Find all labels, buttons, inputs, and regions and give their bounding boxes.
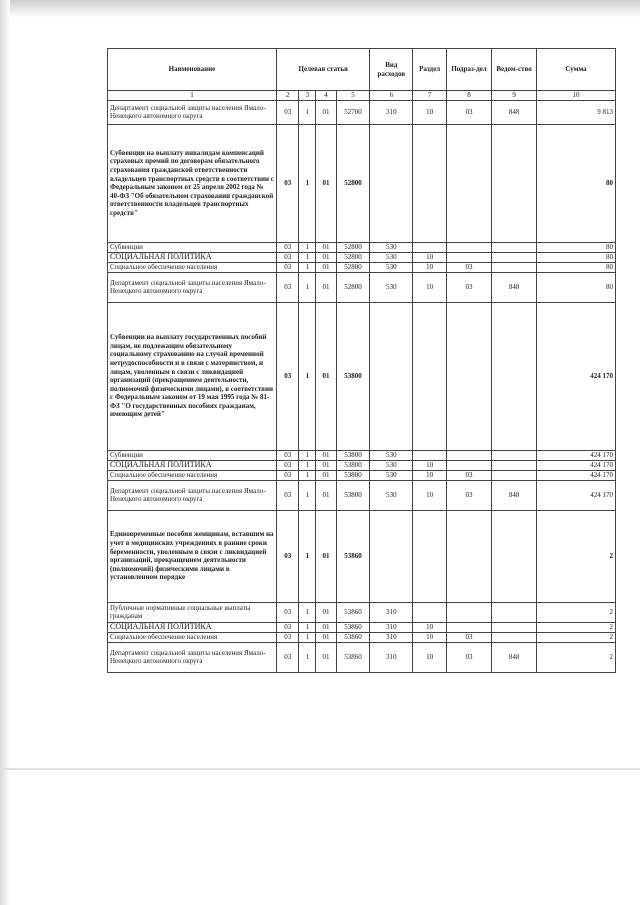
code-part-3: 01 — [316, 642, 336, 672]
code-part-2: 1 — [299, 480, 316, 510]
code-part-4: 53860 — [336, 510, 370, 602]
code-part-2: 1 — [299, 622, 316, 632]
department-cell — [492, 602, 537, 622]
expense-type-cell: 530 — [370, 262, 413, 272]
section-cell — [413, 242, 447, 252]
code-part-2: 1 — [299, 272, 316, 302]
department-cell — [492, 302, 537, 450]
scan-top-edge — [0, 0, 640, 18]
row-name: Департамент социальной защиты населения Ямало-Ненецкого автономного округа — [108, 642, 277, 672]
header-department: Ведом-ство — [492, 49, 537, 91]
code-part-4: 52800 — [336, 242, 370, 252]
column-number: 5 — [336, 91, 370, 101]
expense-type-cell: 530 — [370, 252, 413, 262]
department-cell — [492, 450, 537, 460]
code-part-3: 01 — [316, 302, 336, 450]
code-part-3: 01 — [316, 272, 336, 302]
code-part-1: 03 — [276, 302, 299, 450]
subsection-cell — [447, 460, 492, 470]
department-cell: 848 — [492, 272, 537, 302]
expense-type-cell — [370, 302, 413, 450]
row-name: Субвенции на выплату государственных пособий лицам, не подлежащим обязательному социальному страхованию на случай временной нетрудоспособности и в связи с материнством, и лицам, уволенным в связи с ликвидацией организаций (прекращением деятельности, полномочий физическими лицами), в соответствии с Федеральным законом от 19 мая 1995 года № 81-ФЗ "О государственных пособиях гражданам, имеющим детей" — [108, 302, 277, 450]
header-sum: Сумма — [537, 49, 616, 91]
subsection-cell: 03 — [447, 480, 492, 510]
row-name: СОЦИАЛЬНАЯ ПОЛИТИКА — [108, 252, 277, 262]
section-cell — [413, 124, 447, 242]
expense-type-cell: 310 — [370, 632, 413, 642]
row-name: Субвенции на выплату инвалидам компенсаций страховых премий по договорам обязательного страхования гражданской ответственности владельцев транспортных средств в соответствии с Федеральным законом от 25 апреля 2002 года № 40-ФЗ "Об обязательном страховании гражданской ответственности владельцев транспортных средств" — [108, 124, 277, 242]
subsection-cell: 03 — [447, 262, 492, 272]
column-number: 9 — [492, 91, 537, 101]
code-part-3: 01 — [316, 252, 336, 262]
sum-cell: 80 — [537, 262, 616, 272]
expense-type-cell: 530 — [370, 450, 413, 460]
code-part-2: 1 — [299, 642, 316, 672]
header-section: Раздел — [413, 49, 447, 91]
expense-type-cell: 310 — [370, 642, 413, 672]
department-cell: 848 — [492, 642, 537, 672]
subsection-cell — [447, 450, 492, 460]
code-part-4: 53800 — [336, 470, 370, 480]
header-name: Наименование — [108, 49, 277, 91]
row-name: Субвенции — [108, 242, 277, 252]
section-cell — [413, 450, 447, 460]
section-cell — [413, 602, 447, 622]
code-part-1: 03 — [276, 460, 299, 470]
sum-cell: 424 170 — [537, 460, 616, 470]
table-body — [108, 100, 616, 672]
subsection-cell: 03 — [447, 272, 492, 302]
column-number: 6 — [370, 91, 413, 101]
code-part-1: 03 — [276, 642, 299, 672]
column-number: 10 — [537, 91, 616, 101]
table-row — [108, 100, 616, 124]
department-cell — [492, 470, 537, 480]
code-part-1: 03 — [276, 602, 299, 622]
table-row — [108, 622, 616, 632]
code-part-2: 1 — [299, 252, 316, 262]
table-row — [108, 480, 616, 510]
row-name: Публичные нормативные социальные выплаты гражданам — [108, 602, 277, 622]
sum-cell: 2 — [537, 642, 616, 672]
department-cell — [492, 632, 537, 642]
sum-cell: 80 — [537, 272, 616, 302]
column-number: 8 — [447, 91, 492, 101]
row-name: Социальное обеспечение населения — [108, 262, 277, 272]
department-cell — [492, 622, 537, 632]
expense-type-cell: 530 — [370, 272, 413, 302]
table-row — [108, 252, 616, 262]
table-row — [108, 510, 616, 602]
subsection-cell: 03 — [447, 100, 492, 124]
section-cell — [413, 510, 447, 602]
expense-type-cell: 530 — [370, 242, 413, 252]
code-part-1: 03 — [276, 242, 299, 252]
code-part-3: 01 — [316, 602, 336, 622]
code-part-1: 03 — [276, 450, 299, 460]
table-row — [108, 450, 616, 460]
table-row — [108, 262, 616, 272]
row-name: Департамент социальной защиты населения Ямало-Ненецкого автономного округа — [108, 480, 277, 510]
code-part-2: 1 — [299, 302, 316, 450]
code-part-2: 1 — [299, 602, 316, 622]
code-part-1: 03 — [276, 632, 299, 642]
table-row — [108, 470, 616, 480]
department-cell — [492, 510, 537, 602]
row-name: Социальное обеспечение населения — [108, 632, 277, 642]
table-row — [108, 642, 616, 672]
sum-cell: 424 170 — [537, 480, 616, 510]
code-part-1: 03 — [276, 124, 299, 242]
subsection-cell: 03 — [447, 632, 492, 642]
row-name: СОЦИАЛЬНАЯ ПОЛИТИКА — [108, 460, 277, 470]
column-number: 2 — [276, 91, 299, 101]
sum-cell: 424 170 — [537, 470, 616, 480]
row-name: Единовременные пособия женщинам, вставшим на учет в медицинских учреждениях в ранние сроки беременности, уволенным в связи с ликвидацией организаций, прекращением деятельности (полномочий) физическими лицами в установленном порядке — [108, 510, 277, 602]
row-name: Социальное обеспечение населения — [108, 470, 277, 480]
table-row — [108, 460, 616, 470]
code-part-2: 1 — [299, 262, 316, 272]
table-row — [108, 632, 616, 642]
sum-cell: 424 170 — [537, 450, 616, 460]
code-part-4: 52700 — [336, 100, 370, 124]
code-part-3: 01 — [316, 480, 336, 510]
code-part-3: 01 — [316, 124, 336, 242]
subsection-cell: 03 — [447, 470, 492, 480]
code-part-1: 03 — [276, 510, 299, 602]
code-part-4: 52800 — [336, 252, 370, 262]
sum-cell: 80 — [537, 242, 616, 252]
code-part-1: 03 — [276, 622, 299, 632]
code-part-4: 53860 — [336, 602, 370, 622]
department-cell — [492, 124, 537, 242]
table-row — [108, 302, 616, 450]
sum-cell: 9 813 — [537, 100, 616, 124]
code-part-1: 03 — [276, 262, 299, 272]
subsection-cell — [447, 602, 492, 622]
expense-type-cell: 310 — [370, 602, 413, 622]
table-row — [108, 272, 616, 302]
row-name: Субвенции — [108, 450, 277, 460]
table-row — [108, 124, 616, 242]
code-part-4: 53800 — [336, 460, 370, 470]
code-part-2: 1 — [299, 460, 316, 470]
code-part-1: 03 — [276, 480, 299, 510]
code-part-4: 53800 — [336, 480, 370, 510]
sum-cell: 2 — [537, 602, 616, 622]
code-part-1: 03 — [276, 252, 299, 262]
expense-type-cell — [370, 510, 413, 602]
code-part-2: 1 — [299, 450, 316, 460]
code-part-4: 52800 — [336, 272, 370, 302]
section-cell: 10 — [413, 480, 447, 510]
department-cell: 848 — [492, 480, 537, 510]
expense-type-cell: 530 — [370, 480, 413, 510]
table-row — [108, 242, 616, 252]
subsection-cell — [447, 302, 492, 450]
sum-cell: 80 — [537, 124, 616, 242]
section-cell: 10 — [413, 100, 447, 124]
expense-type-cell: 530 — [370, 460, 413, 470]
subsection-cell — [447, 622, 492, 632]
code-part-4: 53860 — [336, 622, 370, 632]
code-part-2: 1 — [299, 124, 316, 242]
department-cell — [492, 460, 537, 470]
code-part-2: 1 — [299, 510, 316, 602]
column-number: 4 — [316, 91, 336, 101]
expense-type-cell: 530 — [370, 470, 413, 480]
code-part-2: 1 — [299, 470, 316, 480]
code-part-4: 53800 — [336, 450, 370, 460]
subsection-cell — [447, 252, 492, 262]
code-part-4: 52800 — [336, 262, 370, 272]
code-part-1: 03 — [276, 470, 299, 480]
header-expense-type: Вид расходов — [370, 49, 413, 91]
sum-cell: 2 — [537, 510, 616, 602]
section-cell: 10 — [413, 272, 447, 302]
department-cell: 848 — [492, 100, 537, 124]
code-part-2: 1 — [299, 632, 316, 642]
department-cell — [492, 262, 537, 272]
code-part-1: 03 — [276, 100, 299, 124]
code-part-4: 53860 — [336, 642, 370, 672]
section-cell: 10 — [413, 632, 447, 642]
code-part-2: 1 — [299, 100, 316, 124]
section-cell: 10 — [413, 460, 447, 470]
expense-type-cell — [370, 124, 413, 242]
sum-cell: 424 170 — [537, 302, 616, 450]
code-part-3: 01 — [316, 100, 336, 124]
sum-cell: 80 — [537, 252, 616, 262]
row-name: Департамент социальной защиты населения Ямало-Ненецкого автономного округа — [108, 272, 277, 302]
code-part-3: 01 — [316, 622, 336, 632]
sum-cell: 2 — [537, 632, 616, 642]
column-number: 1 — [108, 91, 277, 101]
table-row — [108, 602, 616, 622]
code-part-3: 01 — [316, 632, 336, 642]
row-name: СОЦИАЛЬНАЯ ПОЛИТИКА — [108, 622, 277, 632]
section-cell: 10 — [413, 642, 447, 672]
page-bottom-edge — [0, 768, 640, 770]
header-subsection: Подраз-дел — [447, 49, 492, 91]
section-cell — [413, 302, 447, 450]
code-part-1: 03 — [276, 272, 299, 302]
column-number-row — [108, 91, 616, 101]
header-target-article: Целевая статья — [276, 49, 369, 91]
table-header-row — [108, 49, 616, 91]
section-cell: 10 — [413, 252, 447, 262]
subsection-cell: 03 — [447, 642, 492, 672]
code-part-4: 53860 — [336, 632, 370, 642]
subsection-cell — [447, 124, 492, 242]
code-part-3: 01 — [316, 242, 336, 252]
code-part-2: 1 — [299, 242, 316, 252]
section-cell: 10 — [413, 622, 447, 632]
code-part-4: 53800 — [336, 302, 370, 450]
row-name: Департамент социальной защиты населения Ямало-Ненецкого автономного округа — [108, 100, 277, 124]
code-part-4: 52800 — [336, 124, 370, 242]
subsection-cell — [447, 242, 492, 252]
code-part-3: 01 — [316, 450, 336, 460]
code-part-3: 01 — [316, 470, 336, 480]
section-cell: 10 — [413, 262, 447, 272]
subsection-cell — [447, 510, 492, 602]
expense-type-cell: 310 — [370, 100, 413, 124]
code-part-3: 01 — [316, 510, 336, 602]
budget-table — [107, 48, 616, 673]
column-number: 7 — [413, 91, 447, 101]
column-number: 3 — [299, 91, 316, 101]
sum-cell: 2 — [537, 622, 616, 632]
section-cell: 10 — [413, 470, 447, 480]
code-part-3: 01 — [316, 262, 336, 272]
expense-type-cell: 310 — [370, 622, 413, 632]
department-cell — [492, 252, 537, 262]
code-part-3: 01 — [316, 460, 336, 470]
department-cell — [492, 242, 537, 252]
